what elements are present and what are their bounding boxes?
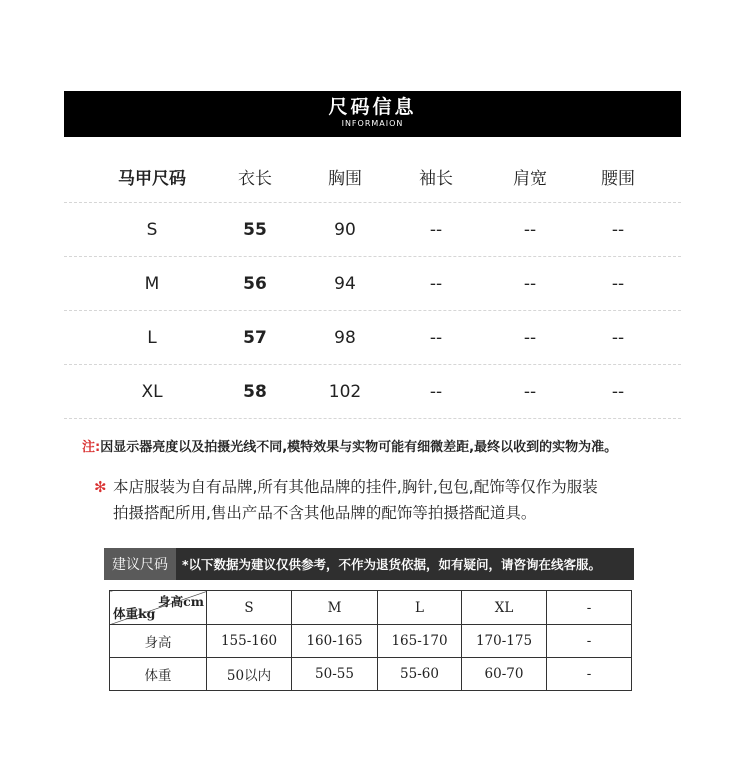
col-size: L: [378, 591, 462, 625]
shoulder-value: --: [523, 381, 537, 402]
corner-weight-label: 体重kg: [113, 606, 156, 621]
recommend-header-row: [110, 591, 632, 625]
weight-range: 60-70: [462, 658, 547, 691]
table-row: [64, 311, 681, 365]
header-waist: 腰围: [601, 168, 635, 189]
size-label: L: [147, 327, 157, 348]
size-label: M: [144, 273, 160, 294]
banner-title: 尺码信息: [328, 96, 417, 118]
waist-value: --: [611, 273, 625, 294]
col-size: XL: [462, 591, 547, 625]
col-size: S: [207, 591, 292, 625]
recommend-bar: [104, 548, 634, 580]
row-label: 身高: [110, 625, 207, 658]
length-value: 58: [243, 381, 267, 402]
table-row: [110, 625, 632, 658]
header-vest-size: 马甲尺码: [118, 168, 186, 189]
shoulder-value: --: [523, 327, 537, 348]
note-mark: 注:: [82, 440, 101, 455]
table-row: [64, 203, 681, 257]
sleeve-value: --: [429, 381, 443, 402]
height-range: 165-170: [378, 625, 462, 658]
chest-value: 90: [334, 219, 356, 240]
corner-height-label: 身高cm: [158, 594, 204, 609]
display-disclaimer: [82, 436, 617, 455]
length-value: 56: [243, 273, 267, 294]
sleeve-value: --: [429, 273, 443, 294]
weight-range: -: [547, 658, 632, 691]
col-size: -: [547, 591, 632, 625]
table-row: [110, 658, 632, 691]
asterisk-icon: ✻: [94, 478, 107, 496]
chest-value: 98: [334, 327, 356, 348]
sleeve-value: --: [429, 219, 443, 240]
recommend-table: [109, 590, 632, 691]
header-length: 衣长: [238, 168, 272, 189]
header-shoulder: 肩宽: [513, 168, 547, 189]
waist-value: --: [611, 327, 625, 348]
shoulder-value: --: [523, 219, 537, 240]
size-info-banner: [64, 91, 681, 137]
brand-disclaimer-line: 拍摄搭配所用,售出产品不含其他品牌的配饰等拍摄搭配道具。: [113, 504, 537, 522]
header-chest: 胸围: [328, 168, 362, 189]
brand-disclaimer-line: 本店服装为自有品牌,所有其他品牌的挂件,胸针,包包,配饰等仅作为服装: [113, 478, 598, 496]
table-row: [64, 257, 681, 311]
size-label: XL: [141, 381, 163, 402]
chest-value: 94: [334, 273, 356, 294]
corner-cell: [110, 591, 207, 625]
chest-value: 102: [328, 381, 362, 402]
shoulder-value: --: [523, 273, 537, 294]
note-text: 因显示器亮度以及拍摄光线不同,模特效果与实物可能有细微差距,最终以收到的实物为准。: [100, 440, 618, 455]
banner-subtitle: INFORMAION: [341, 119, 404, 128]
col-size: M: [292, 591, 378, 625]
recommend-tag: 建议尺码: [104, 548, 176, 580]
size-label: S: [146, 219, 158, 240]
waist-value: --: [611, 381, 625, 402]
weight-range: 50以内: [207, 658, 292, 691]
height-range: -: [547, 625, 632, 658]
brand-disclaimer: [94, 474, 694, 526]
row-label: 体重: [110, 658, 207, 691]
length-value: 55: [243, 219, 267, 240]
weight-range: 50-55: [292, 658, 378, 691]
length-value: 57: [243, 327, 267, 348]
height-range: 155-160: [207, 625, 292, 658]
height-range: 170-175: [462, 625, 547, 658]
size-table: [64, 150, 681, 419]
header-sleeve: 袖长: [419, 168, 453, 189]
waist-value: --: [611, 219, 625, 240]
height-range: 160-165: [292, 625, 378, 658]
weight-range: 55-60: [378, 658, 462, 691]
recommend-message: *以下数据为建议仅供参考，不作为退货依据，如有疑问，请咨询在线客服。: [182, 557, 602, 572]
sleeve-value: --: [429, 327, 443, 348]
size-table-header: [64, 150, 681, 203]
table-row: [64, 365, 681, 419]
